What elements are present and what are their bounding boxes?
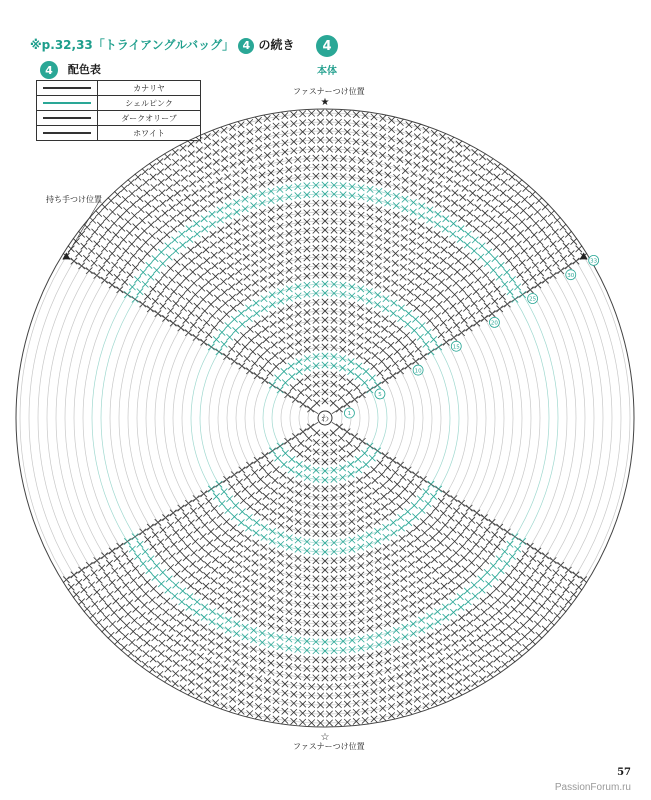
row-marker-number: 10 — [414, 368, 422, 375]
legend-label: ホワイト — [98, 126, 201, 141]
handle-position-label: 持ち手つけ位置 — [46, 195, 102, 204]
legend-label: シェルピンク — [98, 96, 201, 111]
part-number-badge: 4 — [316, 35, 338, 57]
part-name: 本体 — [317, 66, 337, 77]
zipper-star-bottom: ☆ — [320, 732, 330, 743]
row-marker-number: 33 — [590, 258, 598, 265]
pattern-number-badge: 4 — [238, 38, 254, 54]
continued-text: の続き — [258, 38, 295, 52]
zipper-star-top: ★ — [320, 97, 330, 108]
row-marker-number: 1 — [347, 411, 352, 418]
watermark: PassionForum.ru — [554, 782, 631, 793]
handle-leader-line — [66, 200, 100, 256]
center-ring-label: わ — [321, 414, 329, 423]
sector-edge-line — [66, 256, 318, 413]
row-marker-number: 5 — [378, 392, 382, 399]
zipper-position-label-top: ファスナーつけ位置 — [293, 87, 365, 96]
page-number: 57 — [617, 767, 631, 778]
reference-text: ※p.32,33「トライアングルバッグ」 — [30, 38, 235, 52]
row-marker-number: 25 — [529, 296, 537, 303]
row-marker-number: 30 — [567, 272, 575, 279]
zipper-position-label-bottom: ファスナーつけ位置 — [293, 742, 365, 751]
sector-edge-line — [66, 422, 318, 579]
sector-edge-line — [332, 256, 584, 413]
pattern-number-badge-2: 4 — [40, 61, 58, 79]
legend-label: カナリヤ — [98, 81, 201, 96]
legend-label: ダークオリーブ — [98, 111, 201, 126]
sector-edge-line — [332, 422, 584, 579]
row-marker-number: 15 — [452, 344, 460, 351]
color-table-heading: 配色表 — [67, 63, 101, 76]
row-marker-number: 20 — [490, 320, 498, 327]
